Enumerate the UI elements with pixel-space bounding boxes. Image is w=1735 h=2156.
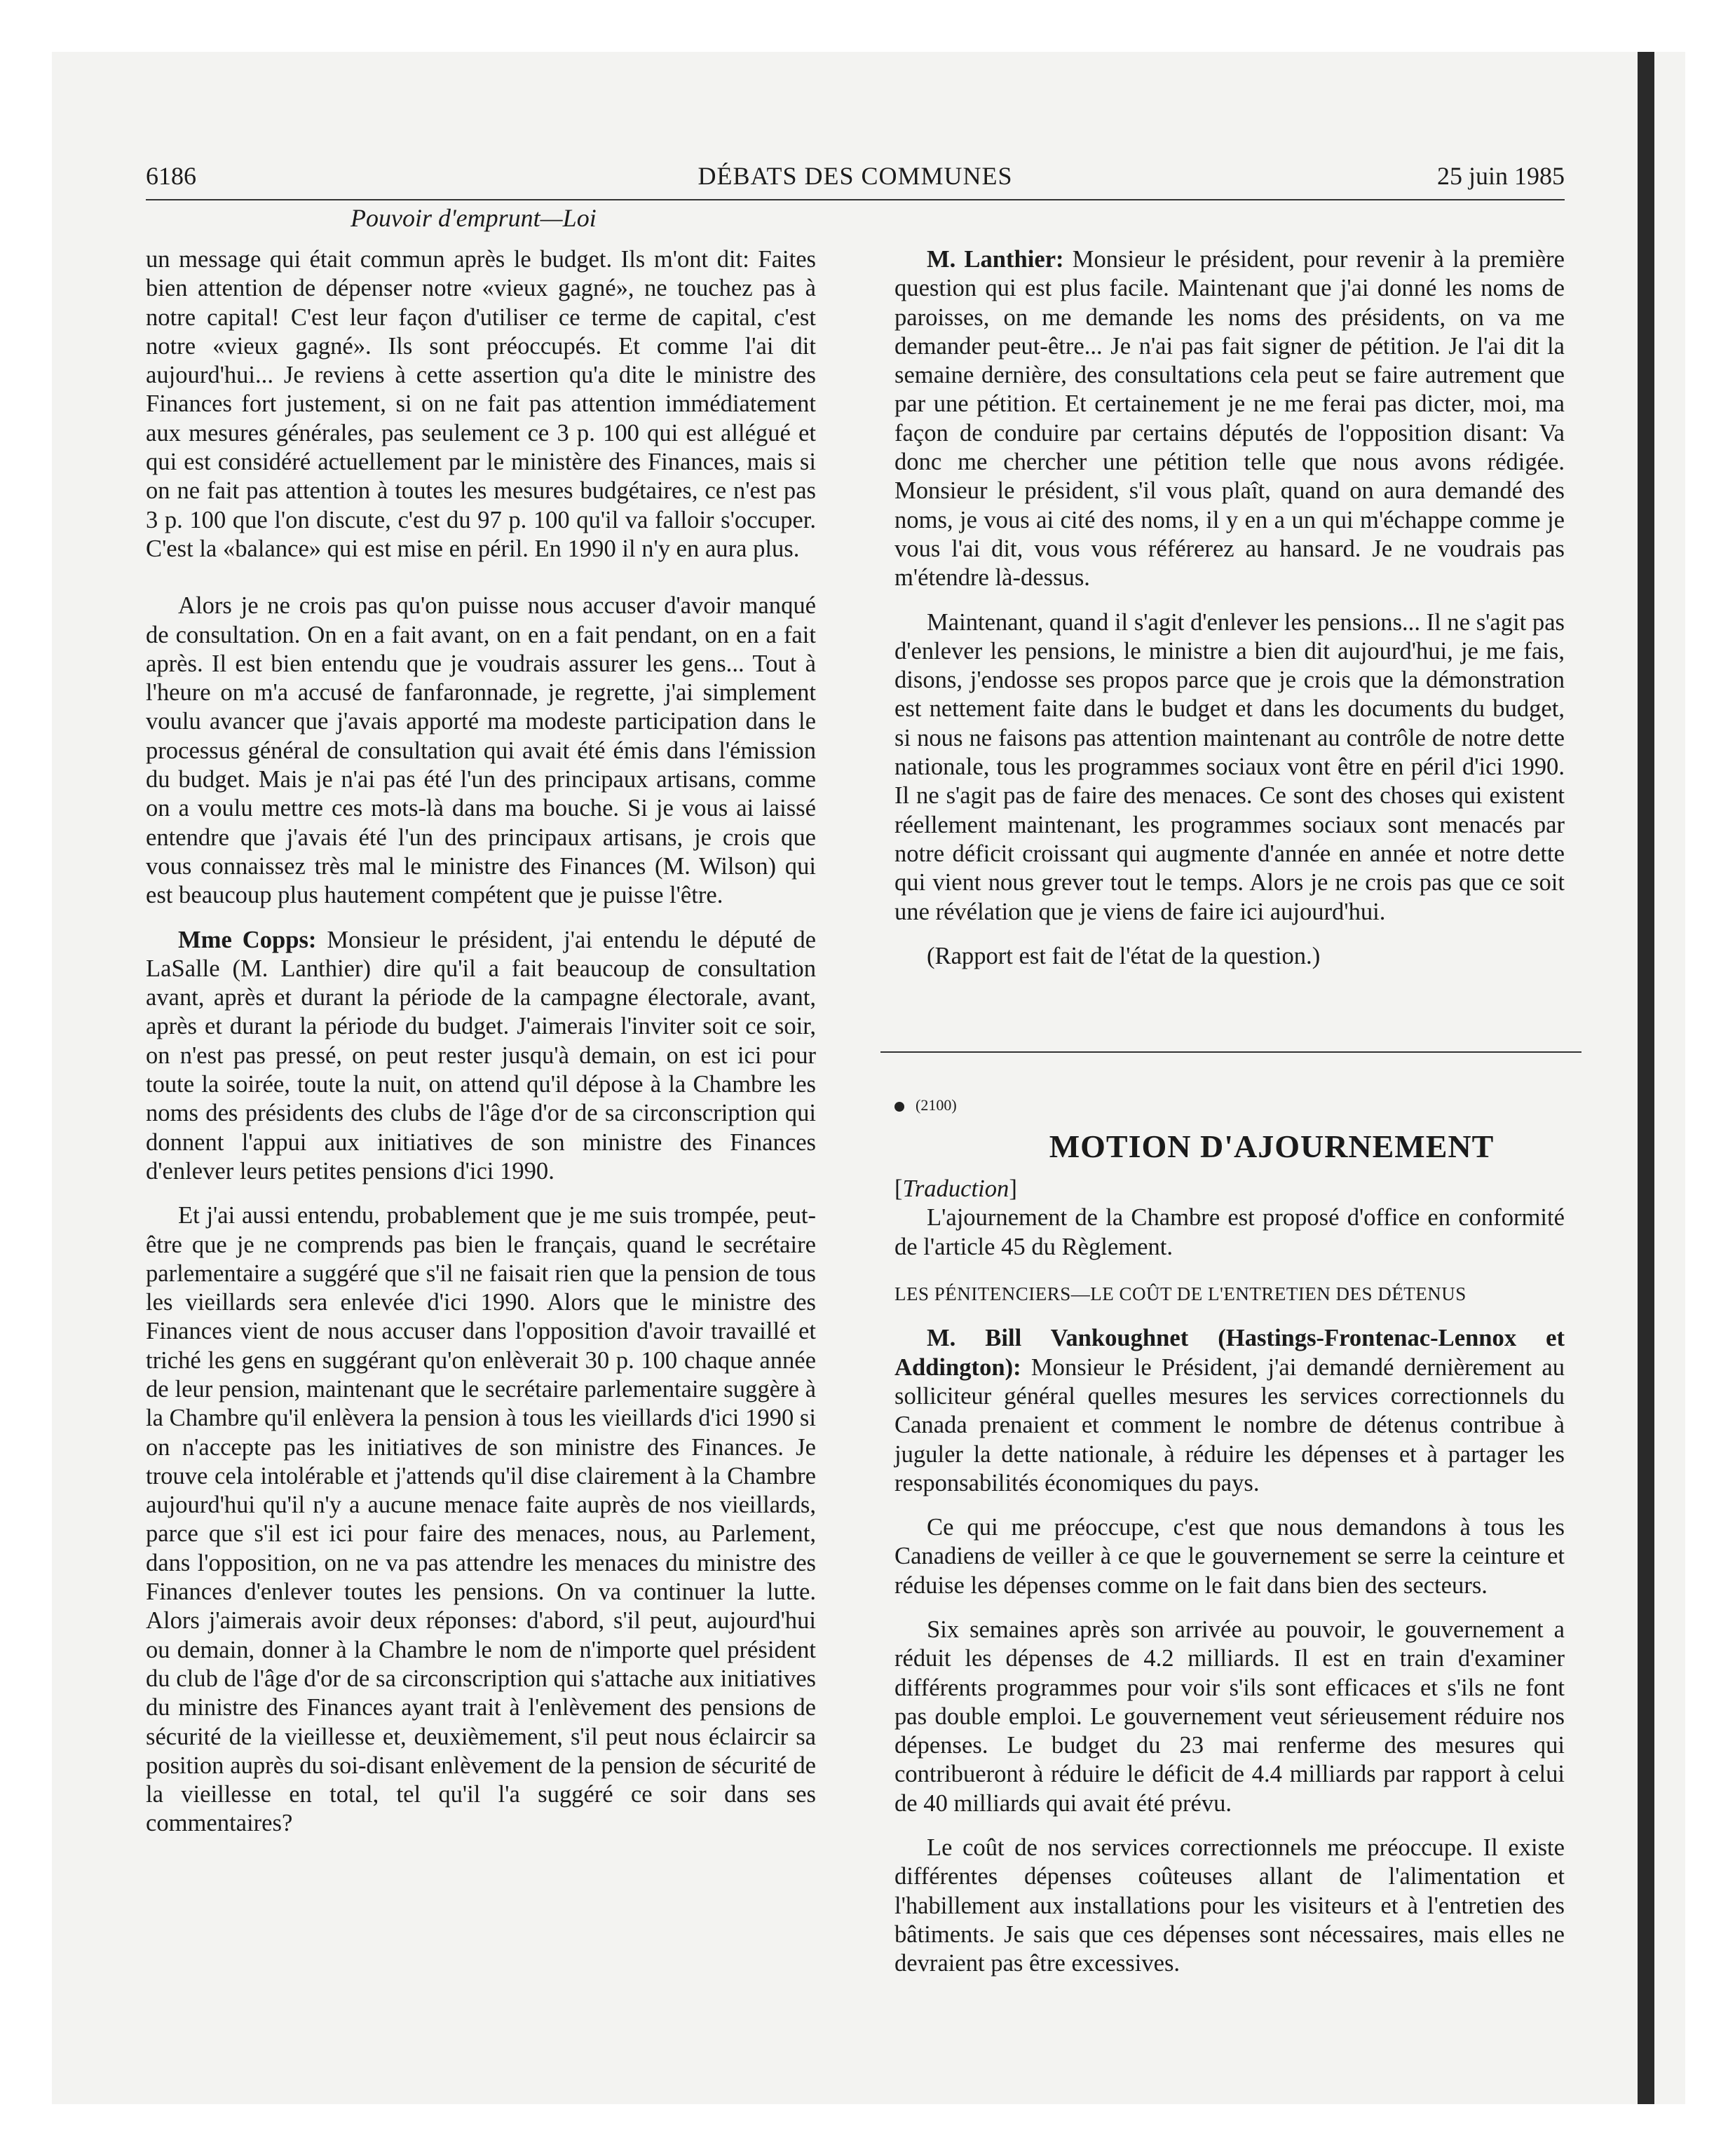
paragraph: Alors je ne crois pas qu'on puisse nous accuser d'avoir manqué de consultation. On en a fait avant, on en a fait pendant, on en a fait après. Il est bien entendu que je voudrais assurer les gens... Tout à l'heure on m'a accusé de fanfaronnade, je regrette, j'ai simplement voulu avancer que j'avais apporté ma modeste participation dans le processus général de consultation qui avait été émis dans l'émission du budget. Mais je n'ai pas été l'un des principaux artisans, comme on a voulu mettre ces mots-là dans ma bouche. Si je vous ai laissé entendre que j'avais été l'un des principaux artisans, je crois que vous connaissez très mal le ministre des Finances (M. Wilson) qui est beaucoup plus hautement compétent que je puisse l'être. (146, 592, 816, 909)
paragraph: (Rapport est fait de l'état de la question.) (927, 942, 1321, 969)
page-date: 25 juin 1985 (1436, 162, 1565, 190)
running-header (146, 158, 1565, 200)
time-label: (2100) (916, 1096, 957, 1114)
page-number: 6186 (146, 162, 196, 190)
speech-text: Monsieur le Président, j'ai demandé dernièrement au solliciteur général quelles mesures les services correctionnels du Canada prenaient et comment le nombre de détenus contribue à juguler la dette nationale, à réduire les dépenses et à partager les responsabilités économiques du pays. (894, 1353, 1565, 1496)
topic-rubric: LES PÉNITENCIERS—LE COÛT DE L'ENTRETIEN DES DÉTENUS (894, 1283, 1467, 1305)
speech-text: Monsieur le président, j'ai entendu le député de LaSalle (M. Lanthier) dire qu'il a fait beaucoup de consultation avant, après et durant la période de la campagne électorale, avant, après et durant la période du budget. J'aimerais l'inviter soit ce soir, on n'est pas pressé, on peut rester jusqu'à demain, on est ici pour toute la soirée, toute la nuit, on attend qu'il dépose à la Chambre les noms des présidents des clubs de l'âge d'or de sa circonscription qui donnent l'appui aux initiatives de son ministre des Finances d'enlever leurs petites pensions d'ici 1990. (146, 926, 816, 1185)
subheader: Pouvoir d'emprunt—Loi (351, 204, 597, 232)
translation-label: Traduction (902, 1175, 1009, 1203)
right-column (894, 245, 1565, 1979)
paragraph (894, 1324, 1565, 1498)
binding-edge (1638, 52, 1654, 2104)
paragraph: Ce qui me préoccupe, c'est que nous demandons à tous les Canadiens de veiller à ce que le gouvernement se serre la ceinture et réduise les dépenses comme on le fait dans bien des secteurs. (894, 1514, 1565, 1599)
section-divider (880, 1051, 1581, 1053)
section-title: MOTION D'AJOURNEMENT (1049, 1128, 1495, 1165)
speaker-name: M. Lanthier: (927, 246, 1064, 273)
speaker-name: Mme Copps: (178, 926, 317, 953)
speech-text: Monsieur le président, pour revenir à la première question qui est plus facile. Maintenant que j'ai donné les noms de paroisses, on me demande les noms des présidents, on va me demander peut-être... Je n'ai pas fait signer de pétition. Je l'ai dit la semaine dernière, des consultations cela peut se faire autrement que par une pétition. Et certainement je ne me ferai pas dicter, moi, ma façon de conduire par certains députés de l'opposition disant: Va donc me chercher une pétition telle que nous avons rédigée. Monsieur le président, s'il vous plaît, quand on aura demandé des noms, je vous ai cité des noms, il y en a un qui m'échappe comme je vous l'ai dit, vous vous référerez au hansard. Je ne voudrais pas m'étendre là-dessus. (894, 246, 1565, 592)
bullet-icon (894, 1102, 904, 1112)
time-marker (894, 1095, 1565, 1116)
paragraph: Maintenant, quand il s'agit d'enlever les pensions... Il ne s'agit pas d'enlever les pensions, le ministre a bien dit aujourd'hui, je me fais, disons, j'endosse ses propos parce que je crois que la démonstration est nettement faite dans le budget et dans les documents du budget, si nous ne faisons pas attention maintenant au contrôle de notre dette nationale, tous les programmes sociaux vont être en péril d'ici 1990. Il ne s'agit pas de faire des menaces. Ce sont des choses qui existent réellement maintenant, les programmes sociaux sont menacés par notre déficit croissant qui augmente d'année en année et notre dette qui vient nous grever tout le temps. Alors je ne crois pas que ce soit une révélation que je viens de faire ici aujourd'hui. (894, 608, 1565, 925)
left-column (146, 245, 816, 1838)
paragraph (146, 926, 816, 1187)
speaker-name: M. Bill Vankoughnet (Hastings-Frontenac-Lennox et Addington): (894, 1325, 1565, 1381)
publication-title: DÉBATS DES COMMUNES (698, 162, 1013, 190)
paragraph: L'ajournement de la Chambre est proposé d'office en conformité de l'article 45 du Règlement. (894, 1204, 1565, 1260)
paragraph: Six semaines après son arrivée au pouvoir, le gouvernement a réduit les dépenses de 4.2 milliards. Il est en train d'examiner différents programmes pour voir s'ils sont efficaces et s'ils ne font pas double emploi. Le gouvernement veut sérieusement réduire nos dépenses. Le budget du 23 mai renferme des mesures qui contribueront à réduire le déficit de 4.4 milliards par rapport à celui de 40 milliards qui avait été prévu. (894, 1616, 1565, 1817)
translation-note: [Traduction] (894, 1175, 1017, 1203)
paragraph: un message qui était commun après le budget. Ils m'ont dit: Faites bien attention de dépenser notre «vieux gagné», ne touchez pas à notre capital! C'est leur façon d'utiliser ce terme de capital, c'est notre «vieux gagné». Ils sont préoccupés. Et comme l'ai dit aujourd'hui... Je reviens à cette assertion qu'a dite le ministre des Finances fort justement, si on ne fait pas attention immédiatement aux mesures générales, pas seulement ce 3 p. 100 qui est allégué et qui est considéré actuellement par le ministère des Finances, mais si on ne fait pas attention à toutes les mesures budgétaires, ce n'est pas 3 p. 100 que l'on discute, c'est du 97 p. 100 qu'il va falloir s'occuper. C'est la «balance» qui est mise en péril. En 1990 il n'y en aura plus. (146, 246, 816, 562)
paragraph (894, 245, 1565, 593)
paragraph: Le coût de nos services correctionnels me préoccupe. Il existe différentes dépenses coûteuses allant de l'alimentation et l'habillement aux installations pour les visiteurs et à l'entretien des bâtiments. Je sais que ces dépenses sont nécessaires, mais elles ne devraient pas être excessives. (894, 1834, 1565, 1977)
paragraph: Et j'ai aussi entendu, probablement que je me suis trompée, peut-être que je ne comprends pas bien le français, quand le secrétaire parlementaire a suggéré que s'il ne faisait rien que la pension de tous les vieillards sera enlevée d'ici 1990. Alors que le ministre des Finances vient de nous accuser dans l'opposition d'avoir travaillé et triché les gens en suggérant qu'on enlèverait 30 p. 100 chaque année de leur pension, maintenant que le secrétaire parlementaire suggère à la Chambre qu'il enlèvera la pension à tous les vieillards d'ici 1990 si on n'accepte pas les initiatives de son ministre des Finances. Je trouve cela intolérable et j'attends qu'il dise clairement à la Chambre aujourd'hui qu'il n'y a aucune menace faite auprès de nos vieillards, parce que s'il est ici pour faire des menaces, nous, au Parlement, dans l'opposition, on ne va pas attendre les menaces du ministre des Finances d'enlever toutes les pensions. On va continuer la lutte. Alors j'aimerais avoir deux réponses: d'abord, s'il peut, aujourd'hui ou demain, donner à la Chambre le nom de n'importe quel président du club de l'âge d'or de sa circonscription qui s'attache aux initiatives du ministre des Finances ayant trait à l'enlèvement des pensions de sécurité de la vieillesse et, deuxièmement, s'il peut nous éclaircir sa position auprès du soi-disant enlèvement de la pension de sécurité de la vieillesse en total, tel qu'il l'a suggéré ce soir dans ses commentaires? (146, 1202, 816, 1837)
